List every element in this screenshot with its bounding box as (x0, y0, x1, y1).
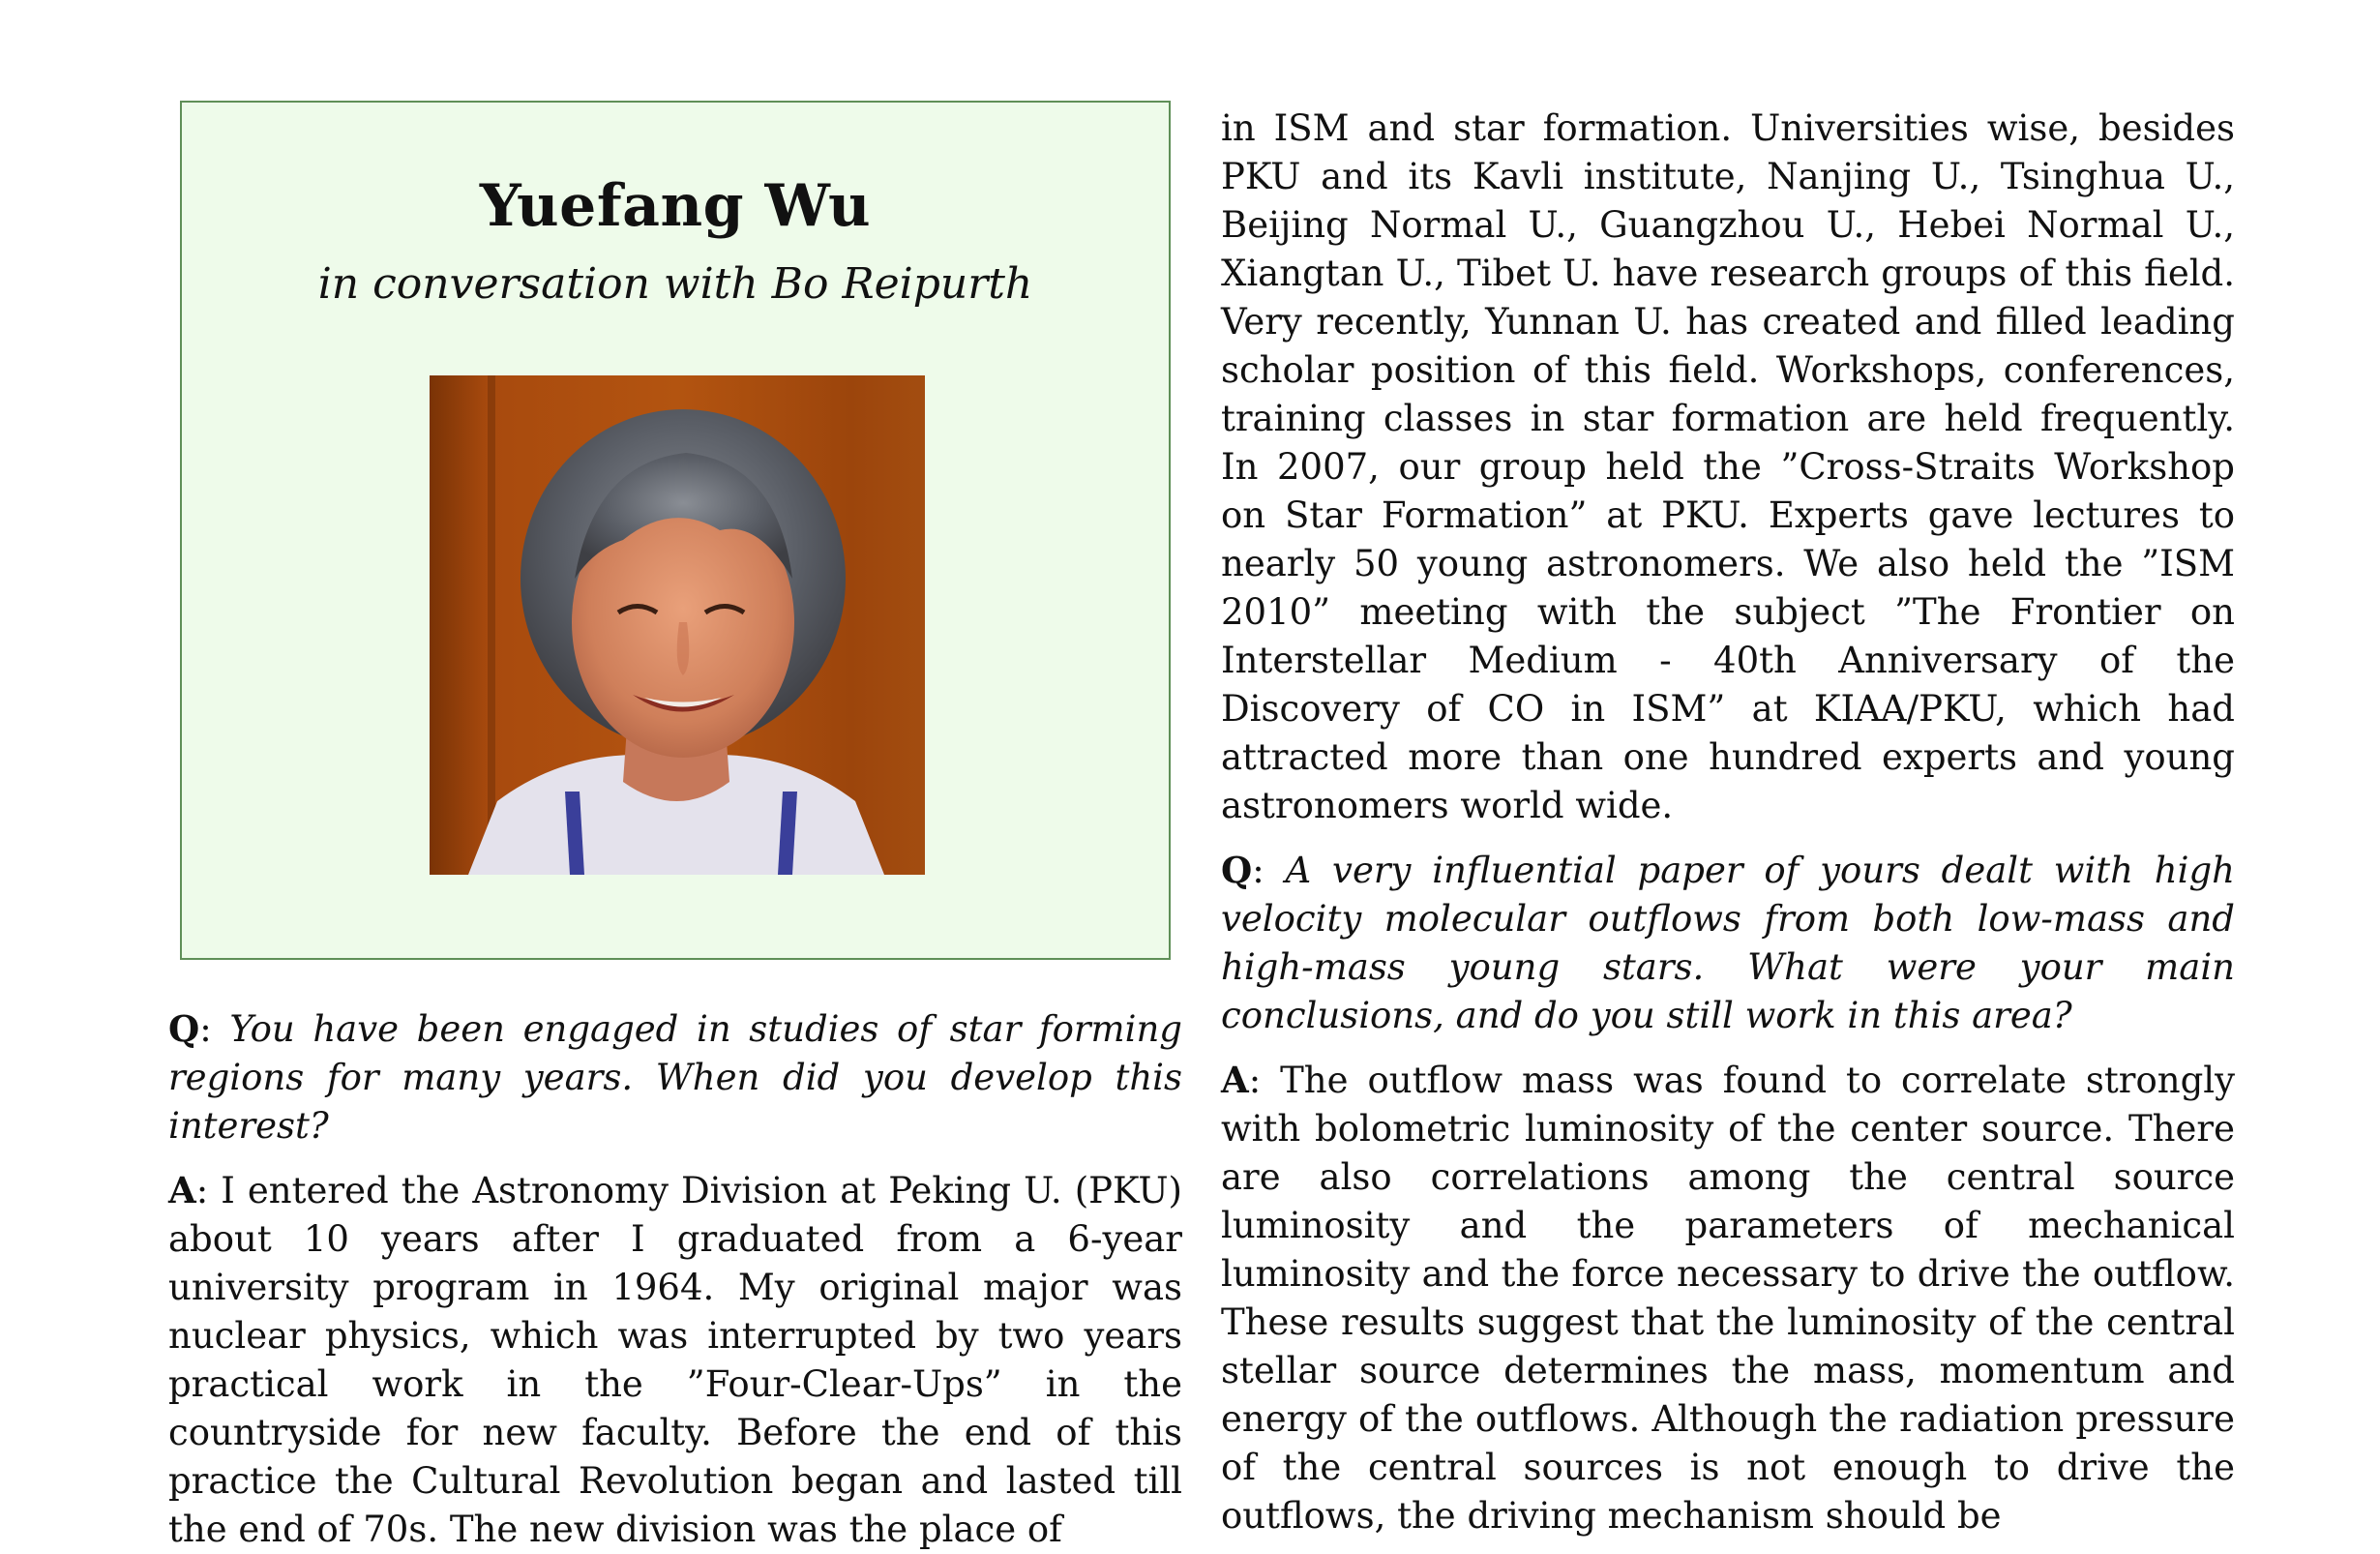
title-box (180, 101, 1171, 960)
right-column (1221, 105, 2235, 1540)
left-column (168, 1004, 1182, 1554)
answer-text: I entered the Astronomy Division at Peking U. (PKU) about 10 years after I graduated from a 6-year university program in 1964. My original major was nuclear physics, which was interrupted by two years practical work in the ”Four-Clear-Ups” in the countryside for new faculty. Before the end of this practice the Cultural Revolution began and lasted till the end of 70s. The new division was the place of (168, 1170, 1182, 1550)
question-2: Q: A very influential paper of yours dealt with high velocity molecular outflows from both low-mass and high-mass young stars. What were your main conclusions, and do you still work in this area? (1221, 849, 2235, 1036)
question-text: You have been engaged in studies of star forming regions for many years. When did you develop this interest? (168, 1008, 1182, 1147)
answer-marker: A (168, 1169, 196, 1211)
portrait-photo (430, 375, 925, 875)
answer-1: A: I entered the Astronomy Division at Peking U. (PKU) about 10 years after I graduated from a 6-year university program in 1964. My original major was nuclear physics, which was interrupted by two years practical work in the ”Four-Clear-Ups” in the countryside for new faculty. Before the end of this practice the Cultural Revolution began and lasted till the end of 70s. The new division was the place of (168, 1169, 1182, 1550)
answer-continuation: in ISM and star formation. Universities wise, besides PKU and its Kavli institute, Nanjing U., Tsinghua U., Beijing Normal U., Guangzhou U., Hebei Normal U., Xiangtan U., Tibet U. have research groups of this field. Very recently, Yunnan U. has created and filled leading scholar position of this field. Workshops, conferences, training classes in star formation are held frequently. In 2007, our group held the ”Cross-Straits Workshop on Star Formation” at PKU. Experts gave lectures to nearly 50 young astronomers. We also held the ”ISM 2010” meeting with the subject ”The Frontier on Interstellar Medium - 40th Anniversary of the Discovery of CO in ISM” at KIAA/PKU, which had attracted more than one hundred experts and young astronomers world wide. (1221, 107, 2235, 826)
answer-marker: A (1221, 1059, 1249, 1101)
question-marker: Q (1221, 849, 1253, 891)
answer-2: A: The outflow mass was found to correlate strongly with bolometric luminosity of the center source. There are also correlations among the central source luminosity and the parameters of mechanical luminosity and the force necessary to drive the outflow. These results suggest that the luminosity of the central stellar source determines the mass, momentum and energy of the outflows. Although the radiation pressure of the central sources is not enough to drive the outflows, the driving mechanism should be (1221, 1059, 2235, 1537)
interviewee-name: Yuefang Wu (479, 172, 872, 240)
question-marker: Q (168, 1007, 200, 1050)
question-1: Q: You have been engaged in studies of star forming regions for many years. When did you develop this interest? (168, 1007, 1182, 1147)
interview-subtitle: in conversation with Bo Reipurth (317, 259, 1033, 309)
answer-text: The outflow mass was found to correlate strongly with bolometric luminosity of the center source. There are also correlations among the central source luminosity and the parameters of mechanical luminosity and the force necessary to drive the outflow. These results suggest that the luminosity of the central stellar source determines the mass, momentum and energy of the outflows. Although the radiation pressure of the central sources is not enough to drive the outflows, the driving mechanism should be (1221, 1060, 2235, 1537)
question-text: A very influential paper of yours dealt with high velocity molecular outflows from both low-mass and high-mass young stars. What were your main conclusions, and do you still work in this area? (1221, 850, 2235, 1036)
